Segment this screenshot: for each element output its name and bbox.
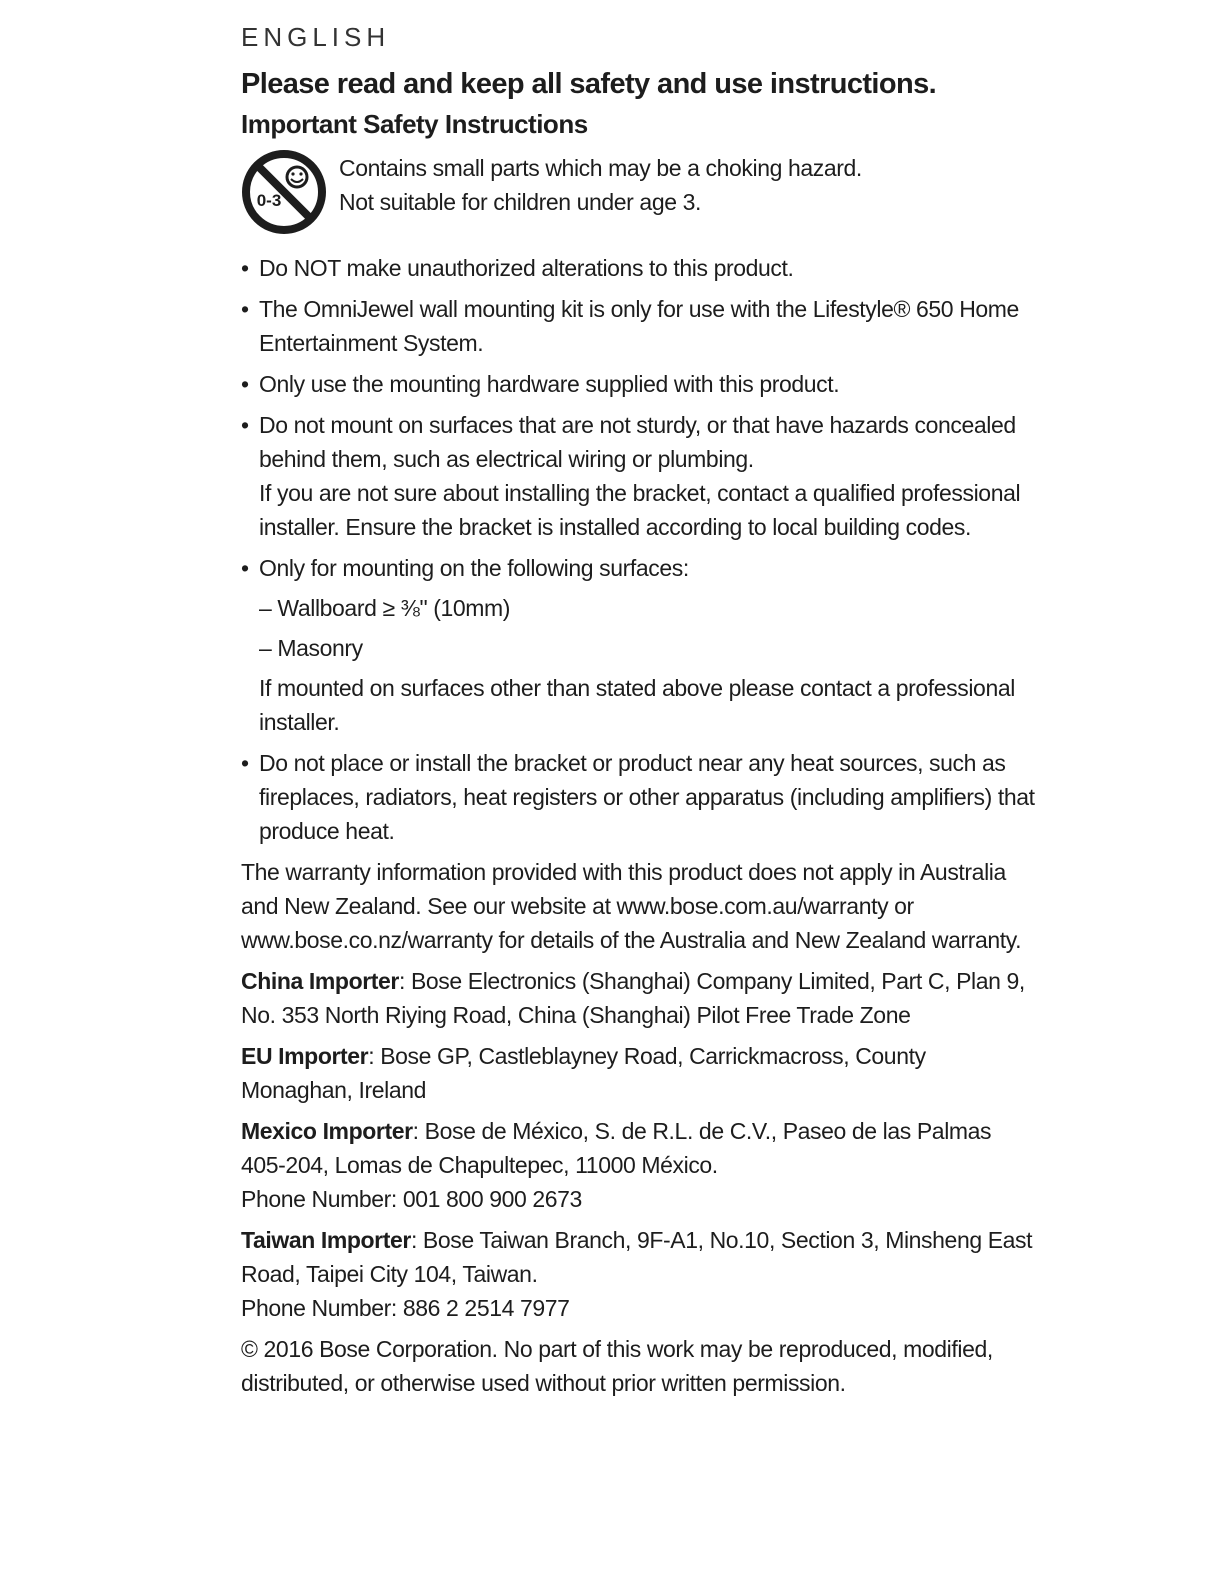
warranty-notice: The warranty information provided with this product does not apply in Australia and New Zealand. See our website at www.bose.com.au/warranty or www.bose.co.nz/warranty for details of the Australia and New Zealand warranty.	[241, 859, 1022, 953]
china-importer: China Importer: Bose Electronics (Shanghai) Company Limited, Part C, Plan 9, No. 353 North Riying Road, China (Shanghai) Pilot Free Trade Zone	[241, 968, 1025, 1028]
taiwan-importer: Taiwan Importer: Bose Taiwan Branch, 9F-A1, No.10, Section 3, Minsheng East Road, Taipei City 104, Taiwan. Phone Number: 886 2 2514 7977	[241, 1227, 1033, 1321]
surface-masonry: – Masonry	[259, 635, 363, 661]
hazard-line-2: Not suitable for children under age 3.	[339, 189, 701, 215]
importer-label: China Importer	[241, 968, 399, 994]
page-title: Please read and keep all safety and use instructions.	[241, 68, 937, 100]
safety-list	[241, 251, 1041, 848]
bullet-icon: •	[241, 296, 249, 322]
phone-number: Phone Number: 886 2 2514 7977	[241, 1295, 570, 1321]
list-item-note: If mounted on surfaces other than stated above please contact a professional installer.	[259, 675, 1015, 735]
bullet-icon: •	[241, 412, 249, 438]
list-item: • Do NOT make unauthorized alterations to this product.	[241, 251, 1041, 285]
eu-importer: EU Importer: Bose GP, Castleblayney Road, Carrickmacross, County Monaghan, Ireland	[241, 1043, 926, 1103]
list-item: • Do not mount on surfaces that are not sturdy, or that have hazards concealed behind them, such as electrical wiring or plumbing. If you are not sure about installing the bracket, contact a qualified professional installer. Ensure the bracket is installed according to local building codes.	[241, 408, 1041, 544]
bullet-icon: •	[241, 555, 249, 581]
importer-label: Taiwan Importer	[241, 1227, 411, 1253]
hazard-line-1: Contains small parts which may be a choking hazard.	[339, 155, 862, 181]
list-item: • Only use the mounting hardware supplied with this product.	[241, 367, 1041, 401]
list-item: • Only for mounting on the following surfaces: – Wallboard ≥ ⅜" (10mm) – Masonry If mounted on surfaces other than stated above please contact a professional installer.	[241, 551, 1041, 739]
bullet-icon: •	[241, 371, 249, 397]
phone-number: Phone Number: 001 800 900 2673	[241, 1186, 582, 1212]
age-label: 0-3	[256, 191, 282, 210]
no-children-under-3-icon	[241, 149, 327, 235]
importer-label: Mexico Importer	[241, 1118, 413, 1144]
importer-label: EU Importer	[241, 1043, 369, 1069]
bullet-icon: •	[241, 750, 249, 776]
language-label: ENGLISH	[241, 22, 391, 52]
choking-hazard-warning	[241, 151, 1041, 235]
list-item-note: If you are not sure about installing the bracket, contact a qualified professional installer. Ensure the bracket is installed according to local building codes.	[259, 480, 1021, 540]
hazard-text	[339, 151, 862, 219]
bullet-icon: •	[241, 255, 249, 281]
list-item: • Do not place or install the bracket or product near any heat sources, such as fireplaces, radiators, heat registers or other apparatus (including amplifiers) that produce heat.	[241, 746, 1041, 848]
mexico-importer: Mexico Importer: Bose de México, S. de R.L. de C.V., Paseo de las Palmas 405-204, Lomas de Chapultepec, 11000 México. Phone Number: 001 800 900 2673	[241, 1118, 992, 1212]
section-title: Important Safety Instructions	[241, 109, 588, 139]
document-page	[241, 22, 1041, 1407]
copyright-notice: © 2016 Bose Corporation. No part of this work may be reproduced, modified, distributed, or otherwise used without prior written permission.	[241, 1336, 993, 1396]
surface-wallboard: – Wallboard ≥ ⅜" (10mm)	[259, 595, 511, 621]
list-item: • The OmniJewel wall mounting kit is only for use with the Lifestyle® 650 Home Entertainment System.	[241, 292, 1041, 360]
